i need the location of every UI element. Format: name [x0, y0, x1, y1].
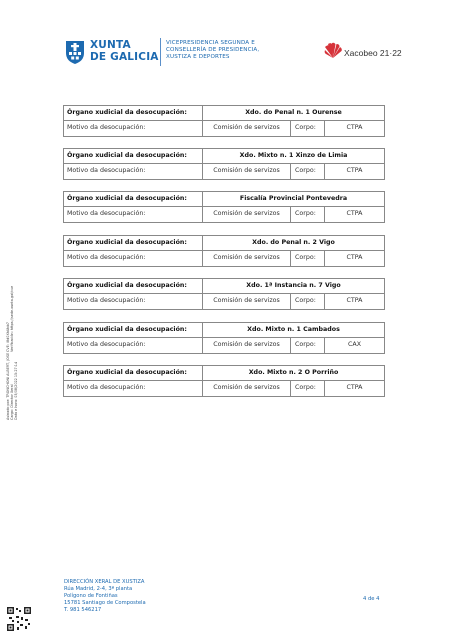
galicia-shield-icon: [64, 39, 86, 65]
corpo-value: CTPA: [324, 251, 384, 266]
department-line: XUSTIZA E DEPORTES: [166, 54, 230, 60]
reason-label: Motivo da desocupación:: [67, 384, 146, 392]
vacancy-entry: [63, 148, 385, 180]
reason-value: Comisión de servizos: [202, 121, 290, 136]
organ-row: [63, 365, 385, 381]
organ-row: [63, 235, 385, 251]
corpo-label: Corpo:: [290, 294, 324, 309]
reason-row: [63, 338, 385, 354]
signer-role: Cargo: Director Xeral: [10, 384, 14, 420]
reason-label: Motivo da desocupación:: [67, 254, 146, 262]
corpo-label: Corpo:: [290, 251, 324, 266]
organ-label: Órgano xudicial da desocupación:: [67, 325, 187, 333]
reason-label: Motivo da desocupación:: [67, 341, 146, 349]
verification-url: Verificación: https://sede.xunta.gal/cve: [10, 285, 14, 352]
corpo-label: Corpo:: [290, 381, 324, 396]
organ-label: Órgano xudicial da desocupación:: [67, 368, 187, 376]
page-number: 4 de 4: [363, 596, 380, 602]
corpo-value: CTPA: [324, 294, 384, 309]
reason-row: [63, 207, 385, 223]
organ-value: Fiscalía Provincial Pontevedra: [202, 192, 384, 206]
header-divider: [160, 38, 161, 66]
reason-value: Comisión de servizos: [202, 251, 290, 266]
reason-row: [63, 251, 385, 267]
xacobeo-logo: [322, 40, 414, 64]
department-line: CONSELLERÍA DE PRESIDENCIA,: [166, 47, 260, 53]
reason-row: [63, 164, 385, 180]
department-name: [166, 40, 259, 61]
corpo-value: CTPA: [324, 381, 384, 396]
qr-code-icon: [6, 606, 32, 632]
organ-row: [63, 322, 385, 338]
corpo-label: Corpo:: [290, 164, 324, 179]
reason-label: Motivo da desocupación:: [67, 167, 146, 175]
department-line: VICEPRESIDENCIA SEGUNDA E: [166, 40, 255, 46]
organ-value: Xdo. Mixto n. 2 O Porriño: [202, 366, 384, 380]
signer-block: [6, 353, 18, 420]
reason-row: [63, 121, 385, 137]
corpo-value: CTPA: [324, 164, 384, 179]
reason-value: Comisión de servizos: [202, 164, 290, 179]
xacobeo-scallop-icon: [322, 40, 344, 62]
corpo-value: CTPA: [324, 207, 384, 222]
corpo-label: Corpo:: [290, 338, 324, 353]
vacancy-entry: [63, 365, 385, 397]
xunta-logo: [64, 37, 162, 69]
vacancy-entry: [63, 191, 385, 223]
reason-row: [63, 294, 385, 310]
organ-label: Órgano xudicial da desocupación:: [67, 108, 187, 116]
reason-label: Motivo da desocupación:: [67, 210, 146, 218]
cve-code: CVE: i8d0XhUbb7: [6, 322, 10, 352]
footer-phone: T. 981 546217: [64, 607, 102, 613]
organ-label: Órgano xudicial da desocupación:: [67, 238, 187, 246]
organ-row: [63, 278, 385, 294]
corpo-value: CTPA: [324, 121, 384, 136]
organ-row: [63, 191, 385, 207]
organ-row: [63, 148, 385, 164]
footer-street: Rúa Madrid, 2-4, 3ª planta: [64, 586, 133, 592]
organ-label: Órgano xudicial da desocupación:: [67, 194, 187, 202]
vacancy-entry: [63, 322, 385, 354]
reason-label: Motivo da desocupación:: [67, 124, 146, 132]
vacancy-entry: [63, 278, 385, 310]
organ-label: Órgano xudicial da desocupación:: [67, 281, 187, 289]
footer-org: DIRECCIÓN XERAL DE XUSTIZA: [64, 579, 145, 585]
footer-area: Polígono de Fontiñas: [64, 593, 118, 599]
signer-stamp: [6, 330, 22, 420]
corpo-label: Corpo:: [290, 121, 324, 136]
organ-value: Xdo. do Penal n. 1 Ourense: [202, 106, 384, 120]
organ-row: [63, 105, 385, 121]
vacancy-entry: [63, 105, 385, 137]
xunta-line2: DE GALICIA: [90, 51, 159, 63]
footer-city: 15781 Santiago de Compostela: [64, 600, 146, 606]
signer-name: Asinado por: TRONCHONI ALBERT, JOSE: [6, 352, 10, 420]
corpo-value: CAX: [324, 338, 384, 353]
reason-value: Comisión de servizos: [202, 294, 290, 309]
reason-value: Comisión de servizos: [202, 207, 290, 222]
organ-value: Xdo. Mixto n. 1 Cambados: [202, 323, 384, 337]
reason-row: [63, 381, 385, 397]
corpo-label: Corpo:: [290, 207, 324, 222]
reason-value: Comisión de servizos: [202, 338, 290, 353]
organ-label: Órgano xudicial da desocupación:: [67, 151, 187, 159]
signature-datetime: Data e hora: 03/08/2022 15:27:14: [14, 361, 18, 420]
organ-value: Xdo. 1ª Instancia n. 7 Vigo: [202, 279, 384, 293]
reason-value: Comisión de servizos: [202, 381, 290, 396]
organ-value: Xdo. Mixto n. 1 Xinzo de Limia: [202, 149, 384, 163]
xunta-line1: XUNTA: [90, 39, 131, 51]
reason-label: Motivo da desocupación:: [67, 297, 146, 305]
organ-value: Xdo. do Penal n. 2 Vigo: [202, 236, 384, 250]
vacancy-entry: [63, 235, 385, 267]
xacobeo-text: Xacobeo 21·22: [344, 48, 402, 58]
footer-address: [64, 579, 146, 614]
